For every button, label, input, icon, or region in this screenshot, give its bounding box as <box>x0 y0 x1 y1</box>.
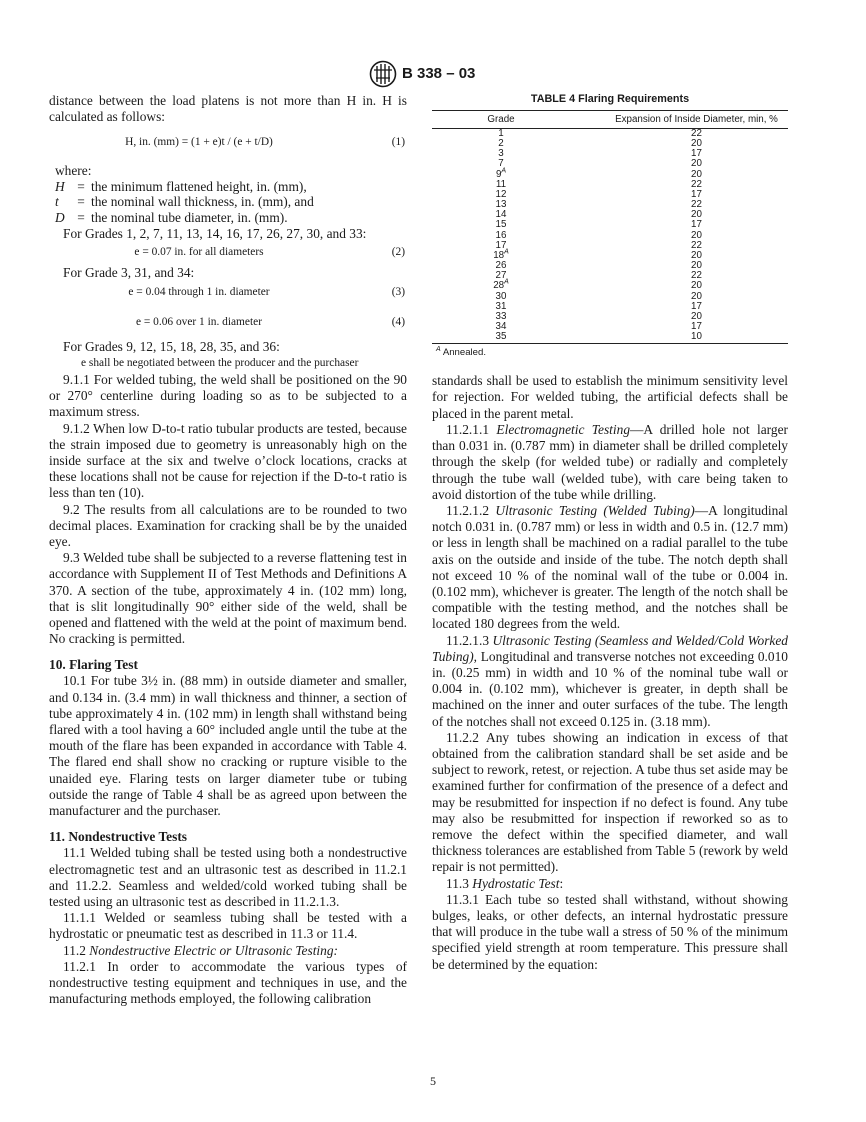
paragraph-11-2-1-3-text: , Longitudinal and transverse notches not exceeding 0.010 in. (0.25 mm) in width and 10 % of the nominal tube wall or 0.004 in. (0.102 mm), whichever is greater, in depth shall be machined on the inner and outer surfaces of the tube. The length of the notches shall not exceed 0.125 in. (3.18 mm). <box>432 648 788 729</box>
table-header-row <box>432 111 788 129</box>
cell-expansion: 20 <box>691 138 702 150</box>
where-symbol: t <box>55 194 59 210</box>
table-row <box>432 281 788 291</box>
grade-value: 18 <box>493 249 505 261</box>
cell-expansion: 20 <box>691 310 702 322</box>
column-header-grade: Grade <box>432 111 570 129</box>
table-4 <box>432 110 788 344</box>
page-header <box>0 60 866 90</box>
paragraph-11-3-title: Hydrostatic Test <box>472 875 560 891</box>
grade-value: 3 <box>498 148 504 160</box>
footnote-marker: A <box>436 346 441 354</box>
equation-3 <box>49 281 407 313</box>
paragraph-intro: distance between the load platens is not more than H in. H is calculated as follows: <box>49 93 407 125</box>
paragraph-11-2-number: 11.2 <box>63 942 86 958</box>
grade-value: 28 <box>493 280 505 292</box>
table-row <box>432 302 788 312</box>
where-item: t = the nominal wall thickness, in. (mm), and <box>55 194 314 210</box>
table-body <box>432 129 788 344</box>
table-row <box>432 231 788 241</box>
table-row <box>432 251 788 261</box>
paragraph-11-3-1: 11.3.1 Each tube so tested shall withstand, without showing bulges, leaks, or other defects, an internal hydrostatic pressure that will produce in the tube wall a stress of 50 % of the minimum specified yield strength at room temperature. This pressure shall be determined by the equation: <box>432 891 788 972</box>
equation-4 <box>49 313 407 339</box>
where-symbol: H <box>55 178 65 194</box>
paragraph-11-2-title: Nondestructive Electric or Ultrasonic Testing: <box>89 942 338 958</box>
left-column <box>49 93 407 1007</box>
grade-value: 15 <box>495 219 507 231</box>
grade-value: 12 <box>495 188 507 200</box>
cell-expansion: 22 <box>691 270 702 282</box>
table-row <box>432 149 788 159</box>
paragraph-11-2-1-1-text: —A drilled hole not larger than 0.031 in. (0.787 mm) in diameter shall be drilled completely through the skelp (for welded tube) or radially and completely through the tube wall (welded tube), with care being taken to avoid distortion of the tube while drilling. <box>432 421 788 502</box>
grade-value: 9 <box>495 168 502 180</box>
cell-expansion: 20 <box>691 290 702 302</box>
paragraph-11-3-number: 11.3 <box>446 875 469 891</box>
grades-group-1: For Grades 1, 2, 7, 11, 13, 14, 16, 17, 26, 27, 30, and 33: <box>63 226 367 242</box>
table-row <box>432 241 788 251</box>
grade-value: 33 <box>495 310 507 322</box>
paragraph-9-1-1: 9.1.1 For welded tubing, the weld shall be positioned on the 90 or 270° centerline during loading so as to be subjected to a maximum stress. <box>49 372 407 420</box>
paragraph-10-1: 10.1 For tube 3½ in. (88 mm) in outside diameter and smaller, and 0.134 in. (3.4 mm) in wall thickness and thinner, a section of tube approximately 4 in. (102 mm) in length shall withstand being flared with a tool having a 60° included angle until the tube at the mouth of the flare has been expanded in accordance with Table 4. The flared end shall show no cracking or rupture visible to the unaided eye. Flaring tests on larger diameter tube or tubing outside the range of Table 4 shall be as agreed upon between the manufacturer and the purchaser. <box>49 673 407 819</box>
paragraph-11-2-1: 11.2.1 In order to accommodate the various types of nondestructive testing equipment and techniques in use, and the manufacturing methods employed, the following calibration <box>49 958 407 1007</box>
grade-value: 27 <box>495 270 507 282</box>
grades-group-3: For Grades 9, 12, 15, 18, 28, 35, and 36: <box>63 338 280 354</box>
column-header-expansion: Expansion of Inside Diameter, min, % <box>570 111 788 129</box>
table-row <box>432 271 788 281</box>
paragraph-11-2-1-2-title: Ultrasonic Testing (Welded Tubing) <box>495 502 695 518</box>
paragraph-11-2-1-1-title: Electromagnetic Testing <box>496 421 631 437</box>
where-description: the nominal wall thickness, in. (mm), and <box>91 194 314 210</box>
cell-expansion: 10 <box>570 332 788 344</box>
paragraph-11-2-1-3-number: 11.2.1.3 <box>446 632 490 648</box>
equation-1 <box>49 125 407 163</box>
cell-expansion: 17 <box>691 148 702 160</box>
grade-value: 30 <box>495 290 507 302</box>
cell-expansion: 22 <box>691 178 702 190</box>
negotiated-note: e shall be negotiated between the producer and the purchaser <box>81 357 359 370</box>
table-row <box>432 322 788 332</box>
cell-expansion: 22 <box>691 128 702 139</box>
paragraph-11-2-1-2 <box>432 503 788 633</box>
cell-expansion: 22 <box>691 199 702 211</box>
grade-value: 1 <box>498 128 504 139</box>
section-10-heading: 10. Flaring Test <box>49 657 138 673</box>
table-row <box>432 180 788 190</box>
cell-grade <box>432 332 570 344</box>
cell-expansion: 20 <box>691 168 702 180</box>
grade-value: 34 <box>495 320 507 332</box>
cell-expansion: 17 <box>691 188 702 200</box>
paragraph-11-2-1-3-title: Ultrasonic Testing (Seamless and Welded/Cold Worked Tubing) <box>432 632 788 664</box>
paragraph-11-3: 11.3 Hydrostatic Test: <box>446 875 564 891</box>
table-row <box>432 159 788 169</box>
equation-3-text: e = 0.04 through 1 in. diameter <box>128 285 270 298</box>
cell-expansion: 20 <box>691 158 702 170</box>
cell-expansion: 17 <box>691 219 702 231</box>
annealed-marker: A <box>504 279 509 287</box>
grades-group-2: For Grade 3, 31, and 34: <box>63 264 195 280</box>
equation-2-number: (2) <box>391 245 405 258</box>
paragraph-9-2: 9.2 The results from all calculations are to be rounded to two decimal places. Examination for cracking shall be by the unaided eye. <box>49 501 407 550</box>
table-4-caption: TABLE 4 Flaring Requirements <box>530 93 690 105</box>
table-row <box>432 261 788 271</box>
table-row <box>432 292 788 302</box>
paragraph-11-2-1-2-number: 11.2.1.2 <box>446 502 490 518</box>
grade-value: 17 <box>495 239 507 251</box>
equation-2 <box>49 243 407 265</box>
page-number: 5 <box>430 1074 436 1088</box>
paragraph-11-2-1-3 <box>432 633 788 730</box>
footnote-text: Annealed. <box>442 347 487 359</box>
table-row <box>432 200 788 210</box>
where-item: H = the minimum flattened height, in. (mm), <box>55 178 307 194</box>
cell-expansion: 20 <box>691 229 702 241</box>
document-id: B 338 – 03 <box>402 65 476 82</box>
where-description: the minimum flattened height, in. (mm), <box>91 178 307 194</box>
table-row <box>432 129 788 140</box>
paragraph-11-1: 11.1 Welded tubing shall be tested using both a nondestructive electromagnetic test and an ultrasonic test as described in 11.2.1 and 11.2.2. Seamless and welded/cold worked tubing shall be tested using an ultrasonic test as described in 11.2.1.3. <box>49 845 407 909</box>
table-4-footnote <box>436 347 788 358</box>
table-row <box>432 312 788 322</box>
section-11-heading: 11. Nondestructive Tests <box>49 829 188 845</box>
where-symbol: D <box>55 209 65 225</box>
cell-expansion: 17 <box>691 300 702 312</box>
grade-value: 11 <box>495 178 507 190</box>
table-row <box>432 220 788 230</box>
paragraph-11-2 <box>49 943 407 959</box>
table-row <box>432 139 788 149</box>
grade-value: 31 <box>495 300 507 312</box>
grade-value: 14 <box>495 209 507 221</box>
equation-4-number: (4) <box>391 315 405 328</box>
equation-1-number: (1) <box>391 136 405 149</box>
cell-expansion: 20 <box>691 249 702 261</box>
grade-value: 13 <box>495 199 507 211</box>
where-list <box>55 179 407 226</box>
grade-value: 7 <box>498 158 504 170</box>
grade-value: 2 <box>498 138 504 150</box>
paragraph-11-2-2: 11.2.2 Any tubes showing an indication in excess of that obtained from the calibration standard shall be set aside and be subject to rework, retest, or rejection. A tube thus set aside may be examined further for confirmation of the presence of a defect and may be resubmitted for inspection if no defect is found. Any tube may also be resubmitted for inspection if reworked so as to remove the defect within the specified diameter, and wall thickness tolerances are established from Table 5 (rework by weld repair is not permitted). <box>432 729 788 875</box>
where-description: the nominal tube diameter, in. (mm). <box>91 209 288 225</box>
table-row <box>432 190 788 200</box>
paragraph-11-2-1-1 <box>432 422 788 503</box>
table-row <box>432 210 788 220</box>
paragraph-calibration-cont: standards shall be used to establish the minimum sensitivity level for rejection. For welded tubing, the artificial defects shall be placed in the parent metal. <box>432 373 788 421</box>
cell-expansion: 17 <box>691 320 702 332</box>
paragraph-11-1-1: 11.1.1 Welded or seamless tubing shall be tested with a hydrostatic or pneumatic test as described in 11.3 or 11.4. <box>49 910 407 942</box>
table-row <box>432 332 788 344</box>
cell-expansion: 20 <box>691 280 702 292</box>
equation-3-number: (3) <box>391 285 405 298</box>
cell-expansion: 22 <box>691 239 702 251</box>
where-label: where: <box>55 163 92 179</box>
paragraph-9-3: 9.3 Welded tube shall be subjected to a reverse flattening test in accordance with Supplement II of Test Methods and Definitions A 370. A section of the tube, approximately 4 in. (102 mm) long, that is slit longitudinally 90° either side of the weld, shall be opened and flattened with the weld at the point of maximum bend. No cracking is permitted. <box>49 550 407 647</box>
grade-value: 16 <box>495 229 507 241</box>
annealed-marker: A <box>501 167 507 175</box>
astm-logo-icon <box>368 60 398 88</box>
grade-value: 26 <box>495 260 507 272</box>
paragraph-11-2-1-1-number: 11.2.1.1 <box>446 421 490 437</box>
cell-expansion: 20 <box>691 260 702 272</box>
equation-4-text: e = 0.06 over 1 in. diameter <box>136 315 262 328</box>
table-row <box>432 170 788 180</box>
paragraph-9-1-2: 9.1.2 When low D-to-t ratio tubular products are tested, because the strain imposed due to geometry is unreasonably high on the inside surface at the six and twelve o’clock locations, cracks at these locations shall not be cause for rejection if the D-to-t ratio is less than ten (10). <box>49 420 407 501</box>
annealed-marker: A <box>504 248 509 256</box>
where-item: D = the nominal tube diameter, in. (mm). <box>55 209 288 225</box>
equation-2-text: e = 0.07 in. for all diameters <box>134 245 264 258</box>
equation-1-text: H, in. (mm) = (1 + e)t / (e + t/D) <box>125 136 273 149</box>
paragraph-11-2-1-2-text: —A longitudinal notch 0.031 in. (0.787 mm) or less in width and 0.5 in. (12.7 mm) or less in length shall be machined on a radial parallel to the tube axis on the outside and inside of the tube. The notch depth shall not exceed 10 % of the nominal wall of the tube or 0.004 in. (0.102 mm), whichever is greater. The length of the notch shall be compatible with the testing method, and the notches shall be located 180 degrees from the weld. <box>432 502 788 632</box>
grade-value: 35 <box>495 331 507 343</box>
right-column <box>432 93 788 973</box>
cell-expansion: 20 <box>691 209 702 221</box>
